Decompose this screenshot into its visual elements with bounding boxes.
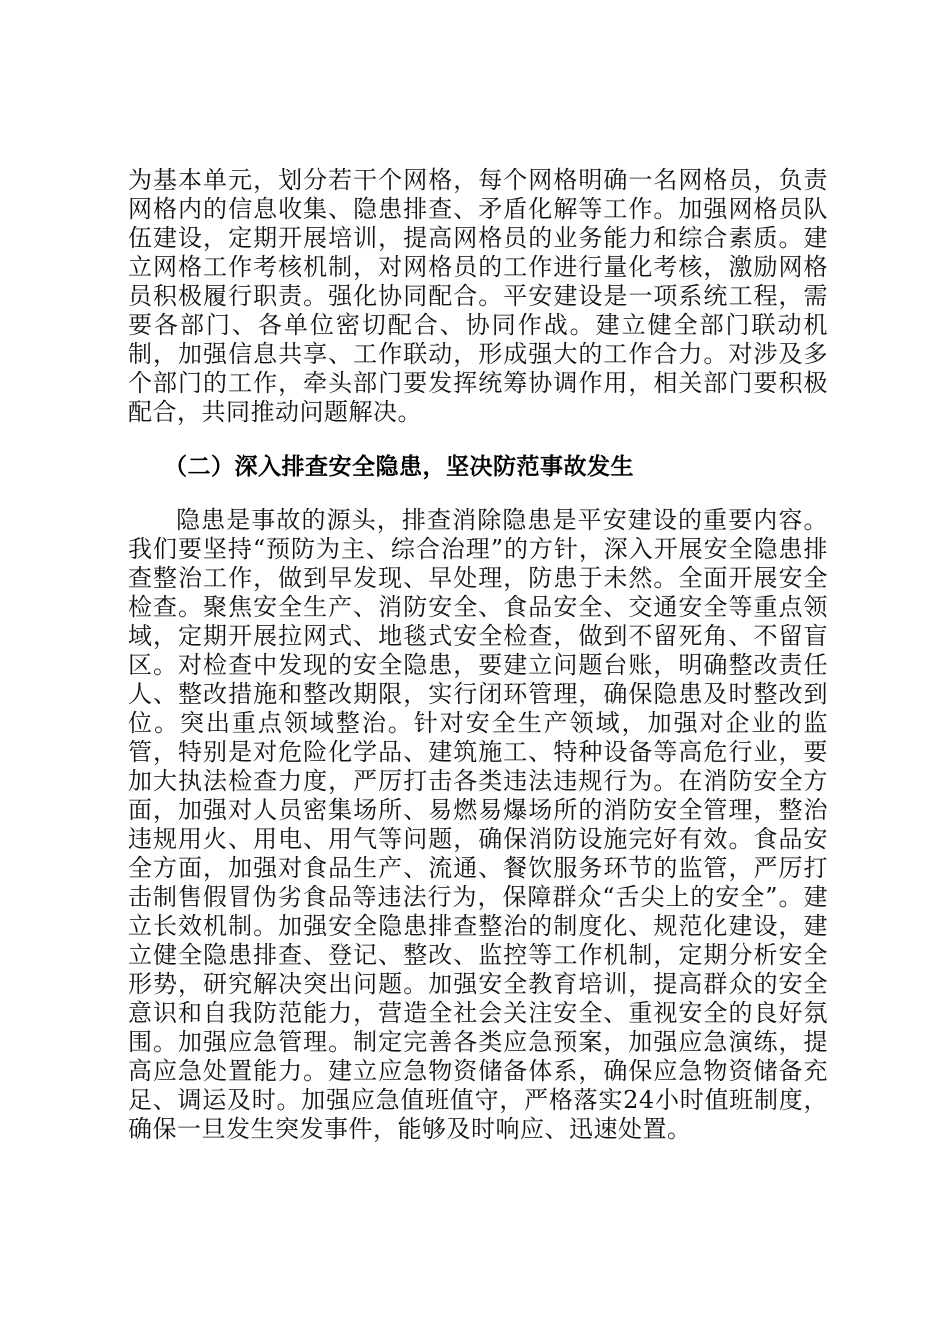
section-heading: （二）深入排查安全隐患，坚决防范事故发生	[164, 454, 634, 480]
document-body	[128, 166, 828, 1144]
paragraph-safety-hazards: 隐患是事故的源头，排查消除隐患是平安建设的重要内容。我们要坚持“预防为主、综合治理”的方针，深入开展安全隐患排查整治工作，做到早发现、早处理，防患于未然。全面开展安全检查。聚焦安全生产、消防安全、食品安全、交通安全等重点领域，定期开展拉网式、地毯式安全检查，做到不留死角、不留盲区。对检查中发现的安全隐患，要建立问题台账，明确整改责任人、整改措施和整改期限，实行闭环管理，确保隐患及时整改到位。突出重点领域整治。针对安全生产领域，加强对企业的监管，特别是对危险化学品、建筑施工、特种设备等高危行业，要加大执法检查力度，严厉打击各类违法违规行为。在消防安全方面，加强对人员密集场所、易燃易爆场所的消防安全管理，整治违规用火、用电、用气等问题，确保消防设施完好有效。食品安全方面，加强对食品生产、流通、餐饮服务环节的监管，严厉打击制售假冒伪劣食品等违法行为，保障群众“舌尖上的安全”。建立长效机制。加强安全隐患排查整治的制度化、规范化建设，建立健全隐患排查、登记、整改、监控等工作机制，定期分析安全形势，研究解决突出问题。加强安全教育培训，提高群众的安全意识和自我防范能力，营造全社会关注安全、重视安全的良好氛围。加强应急管理。制定完善各类应急预案，加强应急演练，提高应急处置能力。建立应急物资储备体系，确保应急物资储备充足、调运及时。加强应急值班值守，严格落实24小时值班制度，确保一旦发生突发事件，能够及时响应、迅速处置。	[128, 506, 828, 1143]
paragraph-grid-management: 为基本单元，划分若干个网格，每个网格明确一名网格员，负责网格内的信息收集、隐患排查、矛盾化解等工作。加强网格员队伍建设，定期开展培训，提高网格员的业务能力和综合素质。建立网格工作考核机制，对网格员的工作进行量化考核，激励网格员积极履行职责。强化协同配合。平安建设是一项系统工程，需要各部门、各单位密切配合、协同作战。建立健全部门联动机制，加强信息共享、工作联动，形成强大的工作合力。对涉及多个部门的工作，牵头部门要发挥统筹协调作用，相关部门要积极配合，共同推动问题解决。	[128, 166, 828, 426]
